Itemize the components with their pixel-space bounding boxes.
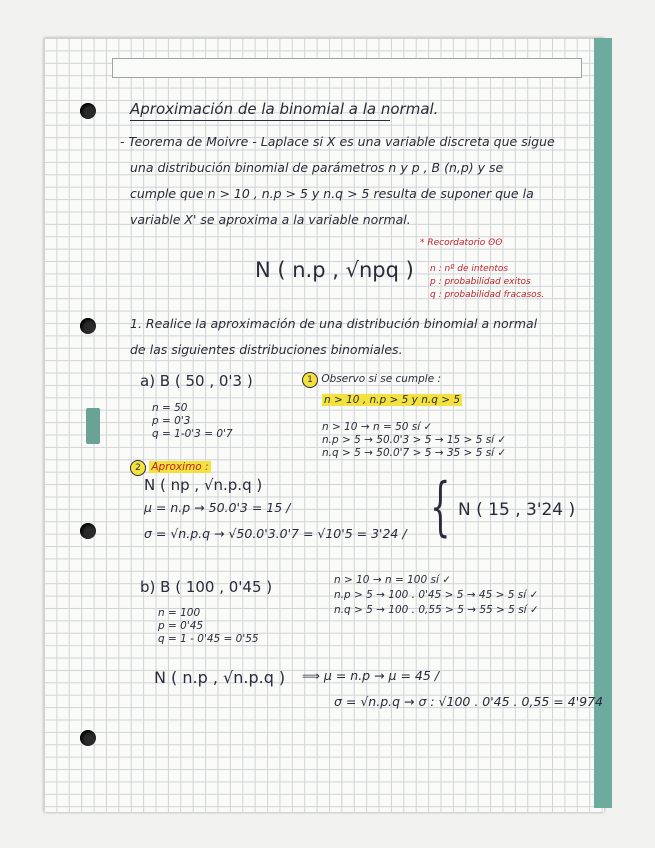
- title-underline: [130, 120, 390, 121]
- param: q = 1-0'3 = 0'7: [152, 428, 233, 440]
- param: p = 0'3: [152, 415, 191, 427]
- theorem-line: - Teorema de Moivre - Laplace si X es una variable discreta que sigue: [120, 134, 555, 149]
- check-line: n.q > 5 → 50.0'7 > 5 → 35 > 5 sí ✓: [322, 447, 507, 459]
- part-b-label: b) B ( 100 , 0'45 ): [140, 578, 273, 596]
- check-line: n.p > 5 → 100 . 0'45 > 5 → 45 > 5 sí ✓: [334, 589, 539, 601]
- step2-heading: 2 Aproximo :: [130, 460, 211, 476]
- punch-hole: [80, 730, 96, 746]
- step1-heading: 1 Observo si se cumple :: [302, 372, 441, 388]
- punch-hole: [80, 318, 96, 334]
- sigma-calc: σ = √n.p.q → √50.0'3.0'7 = √10'5 = 3'24 /: [144, 526, 407, 541]
- reminder-line: p : probabilidad exitos: [430, 277, 531, 287]
- page-edge-tab: [594, 38, 612, 808]
- normal-formula-b: N ( n.p , √n.p.q ): [154, 668, 286, 687]
- param: n = 50: [152, 402, 188, 414]
- theorem-line: una distribución binomial de parámetros n y p , B (n,p) y se: [130, 160, 504, 175]
- smiley-icon: ʘʘ: [488, 238, 503, 248]
- check-line: n > 10 → n = 50 sí ✓: [322, 421, 433, 433]
- normal-formula: N ( n.p , √npq ): [255, 258, 414, 282]
- result-a: N ( 15 , 3'24 ): [458, 500, 576, 520]
- brand-sticker: [86, 408, 100, 444]
- punch-hole: [80, 103, 96, 119]
- header-box: [112, 58, 582, 78]
- reminder-title: * Recordatorio ʘʘ: [420, 238, 503, 248]
- brace: {: [430, 470, 451, 544]
- exercise-statement: de las siguientes distribuciones binomiales.: [130, 342, 403, 357]
- punch-hole: [80, 523, 96, 539]
- check-line: n.q > 5 → 100 . 0,55 > 5 → 55 > 5 sí ✓: [334, 604, 539, 616]
- page-title: Aproximación de la binomial a la normal.: [130, 100, 439, 118]
- approx-formula: N ( np , √n.p.q ): [144, 476, 263, 494]
- conditions: n > 10 , n.p > 5 y n.q > 5: [324, 394, 461, 406]
- part-a-label: a) B ( 50 , 0'3 ): [140, 372, 253, 390]
- sigma-calc: σ = √n.p.q → σ : √100 . 0'45 . 0,55 = 4'974: [334, 694, 604, 709]
- theorem-line: cumple que n > 10 , n.p > 5 y n.q > 5 resulta de suponer que la: [130, 186, 534, 201]
- mu-calc: ⟹ μ = n.p → μ = 45 /: [302, 668, 439, 683]
- step-number: 1: [302, 372, 318, 388]
- theorem-line: variable X' se aproxima a la variable normal.: [130, 212, 411, 227]
- reminder-line: n : nº de intentos: [430, 264, 509, 274]
- mu-calc: μ = n.p → 50.0'3 = 15 /: [144, 500, 291, 515]
- check-line: n > 10 → n = 100 sí ✓: [334, 574, 451, 586]
- step-number: 2: [130, 460, 146, 476]
- exercise-statement: 1. Realice la aproximación de una distribución binomial a normal: [130, 316, 538, 331]
- reminder-line: q : probabilidad fracasos.: [430, 290, 545, 300]
- param: q = 1 - 0'45 = 0'55: [158, 633, 259, 645]
- param: n = 100: [158, 607, 201, 619]
- check-line: n.p > 5 → 50.0'3 > 5 → 15 > 5 sí ✓: [322, 434, 507, 446]
- param: p = 0'45: [158, 620, 204, 632]
